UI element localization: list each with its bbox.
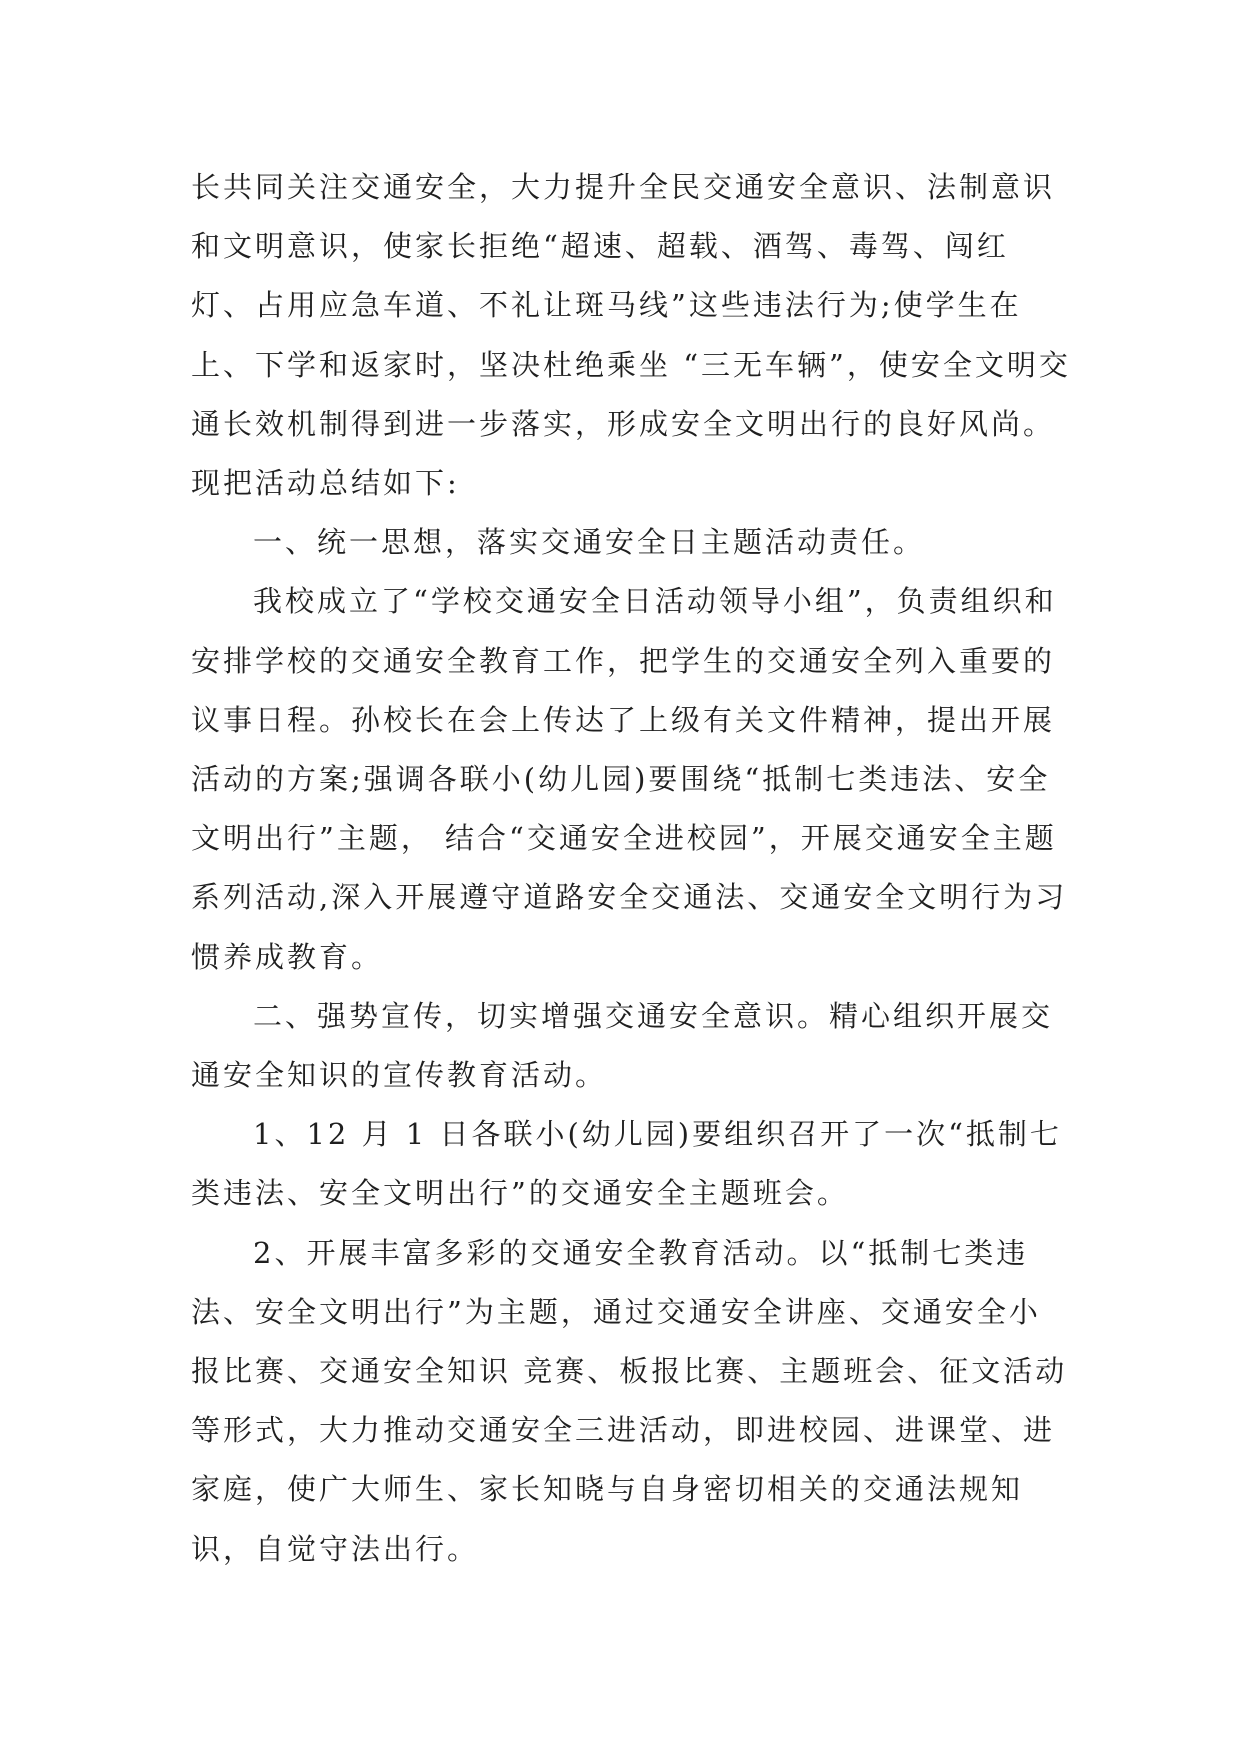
- section-heading-1: 一、统一思想，落实交通安全日主题活动责任。: [253, 525, 926, 560]
- list-item-1: 1、12 月 1 日各联小(幼儿园)要组织召开了一次“抵制七类违法、安全文明出行”的交通安全主题班会。: [191, 1117, 1062, 1211]
- paragraph-leadership-group: 我校成立了“学校交通安全日活动领导小组”，负责组织和安排学校的交通安全教育工作，把学生的交通安全列入重要的议事日程。孙校长在会上传达了上级有关文件精神，提出开展活动的方案;强调各联小(幼儿园)要围绕“抵制七类违法、安全文明出行”主题， 结合“交通安全进校园”，开展交通安全主题系列活动,深入开展遵守道路安全交通法、交通安全文明行为习惯养成教育。: [191, 584, 1068, 974]
- paragraph-intro-continuation: 长共同关注交通安全，大力提升全民交通安全意识、法制意识和文明意识，使家长拒绝“超速、超载、酒驾、毒驾、闯红灯、占用应急车道、不礼让斑马线”这些违法行为;使学生在上、下学和返家时，坚决杜绝乘坐 “三无车辆”，使安全文明交通长效机制得到进一步落实，形成安全文明出行的良好风尚。现把活动总结如下:: [191, 170, 1071, 501]
- list-item-2: 2、开展丰富多彩的交通安全教育活动。以“抵制七类违法、安全文明出行”为主题，通过交通安全讲座、交通安全小报比赛、交通安全知识 竞赛、板报比赛、主题班会、征文活动等形式，大力推动交通安全三进活动，即进校园、进课堂、进家庭，使广大师生、家长知晓与自身密切相关的交通法规知识，自觉守法出行。: [191, 1235, 1068, 1566]
- document-body: [191, 158, 1071, 1579]
- section-heading-2: 二、强势宣传，切实增强交通安全意识。精心组织开展交通安全知识的宣传教育活动。: [191, 998, 1054, 1093]
